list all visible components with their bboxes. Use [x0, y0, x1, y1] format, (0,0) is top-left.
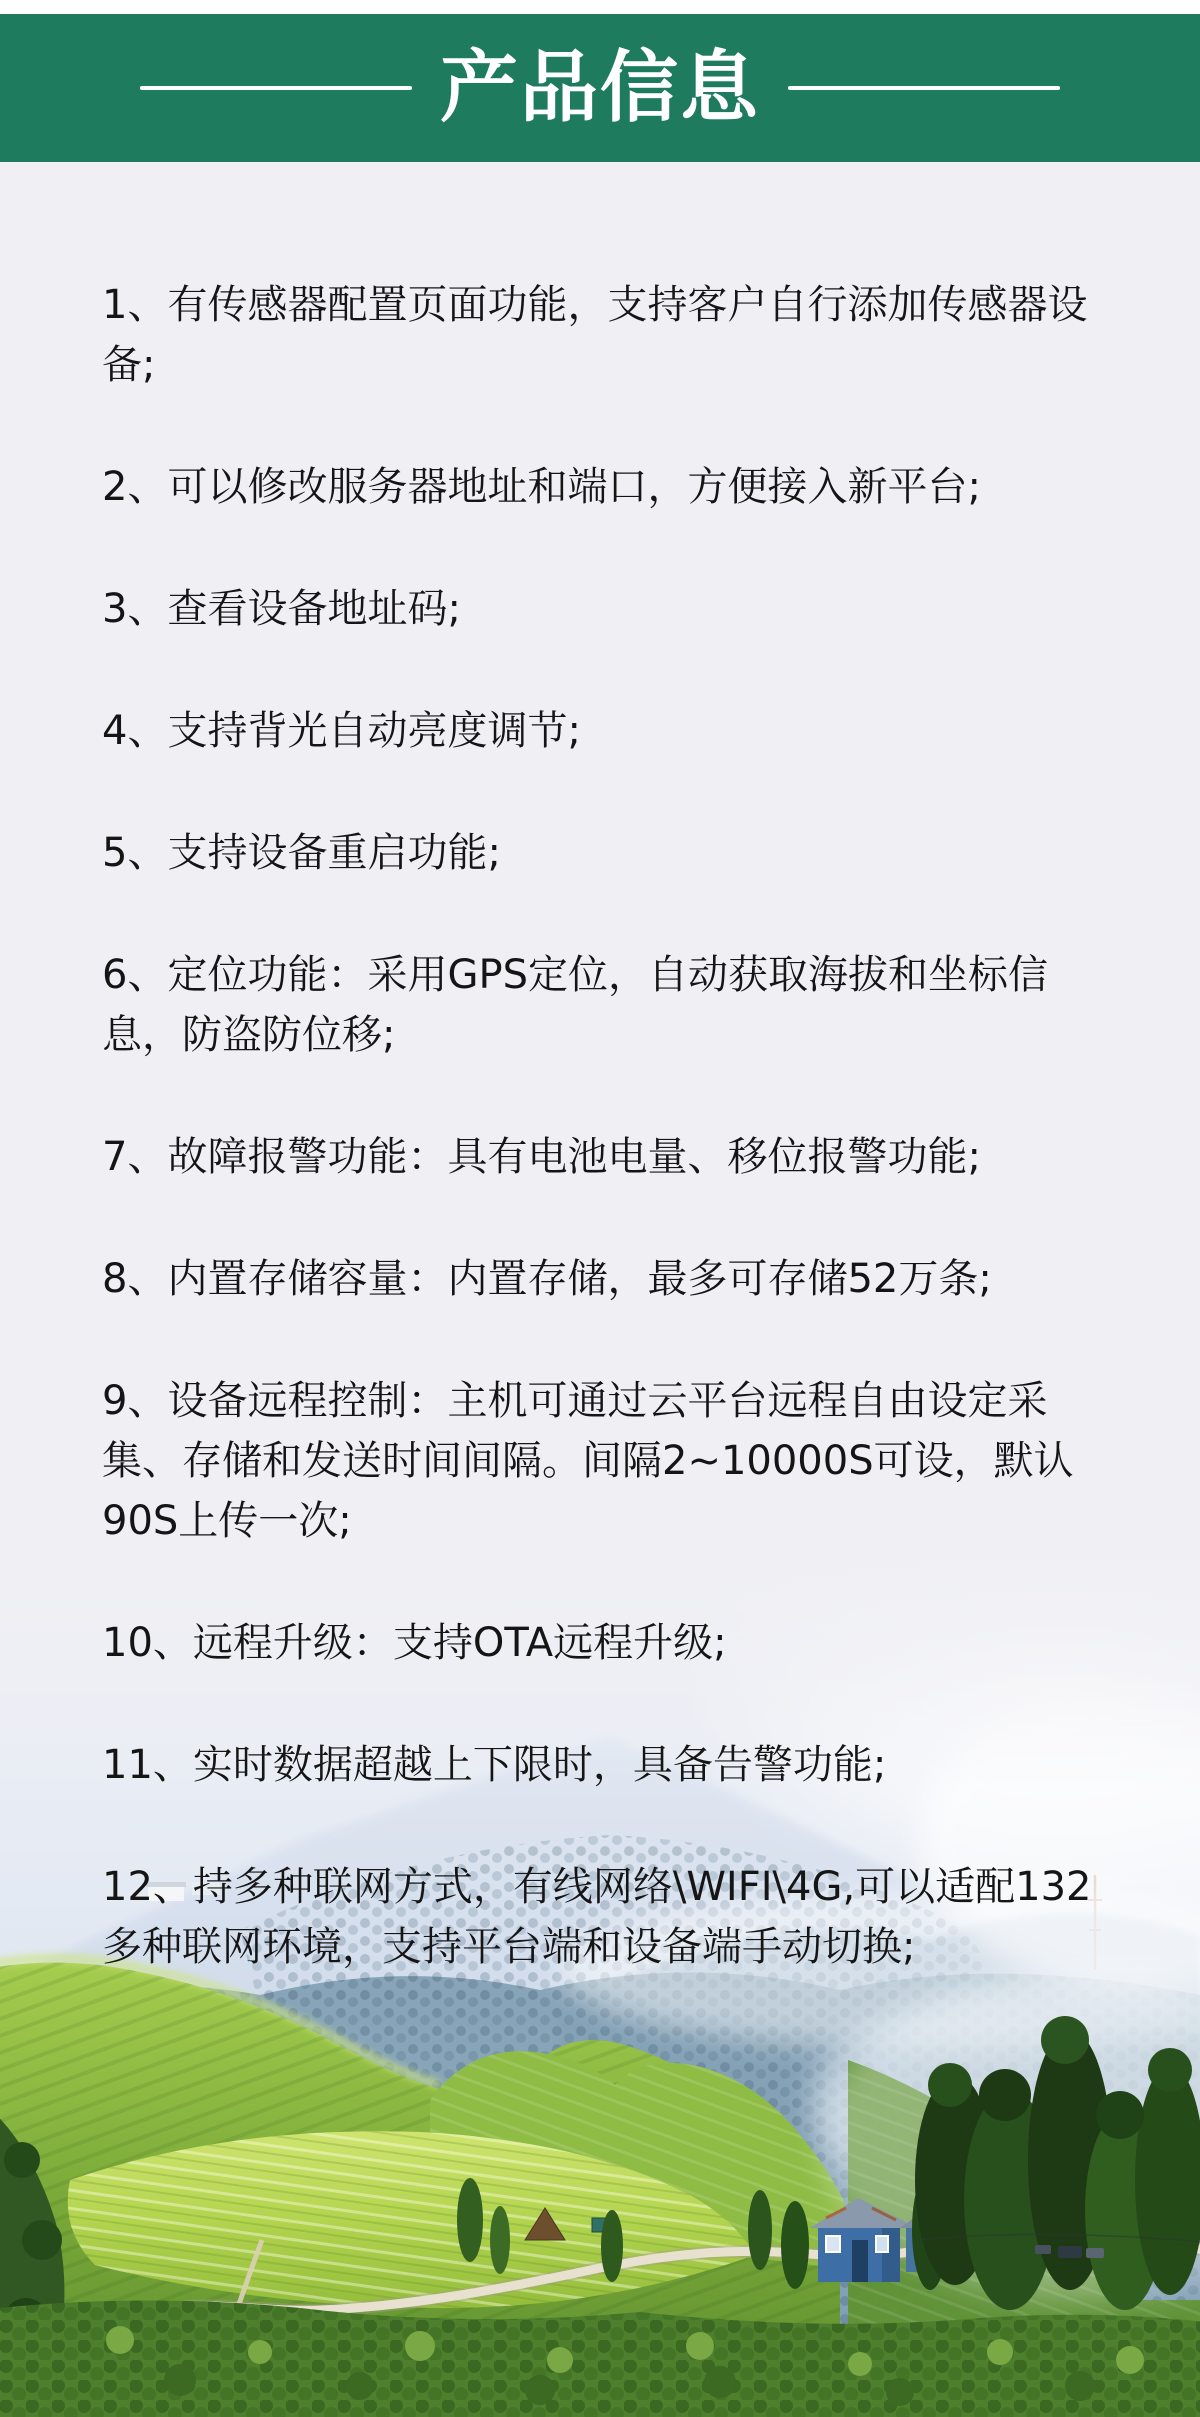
title-right-divider	[788, 86, 1060, 90]
feature-item-11: 11、实时数据超越上下限时，具备告警功能;	[102, 1742, 887, 1788]
feature-item-8: 8、内置存储容量：内置存储，最多可存储52万条;	[102, 1256, 992, 1302]
feature-item-4: 4、支持背光自动亮度调节;	[102, 708, 581, 754]
feature-item-9: 9、设备远程控制：主机可通过云平台远程自由设定采集、存储和发送时间间隔。间隔2~10000S可设，默认90S上传一次;	[102, 1378, 1074, 1544]
feature-item-1: 1、有传感器配置页面功能，支持客户自行添加传感器设备;	[102, 282, 1088, 388]
feature-item-10: 10、远程升级：支持OTA远程升级;	[102, 1620, 727, 1666]
feature-list	[0, 162, 1200, 1977]
feature-item-5: 5、支持设备重启功能;	[102, 830, 501, 876]
feature-item-3: 3、查看设备地址码;	[102, 586, 461, 632]
feature-item-6: 6、定位功能：采用GPS定位，自动获取海拔和坐标信息，防盗防位移;	[102, 952, 1048, 1058]
header-banner	[0, 14, 1200, 162]
top-white-strip	[0, 0, 1200, 14]
title-left-divider	[140, 86, 412, 90]
feature-item-12: 12、持多种联网方式，有线网络\WIFI\4G,可以适配132多种联网环境，支持平台端和设备端手动切换;	[102, 1864, 1092, 1970]
feature-item-7: 7、故障报警功能：具有电池电量、移位报警功能;	[102, 1134, 981, 1180]
page-title: 产品信息	[439, 42, 760, 133]
feature-item-2: 2、可以修改服务器地址和端口，方便接入新平台;	[102, 464, 981, 510]
